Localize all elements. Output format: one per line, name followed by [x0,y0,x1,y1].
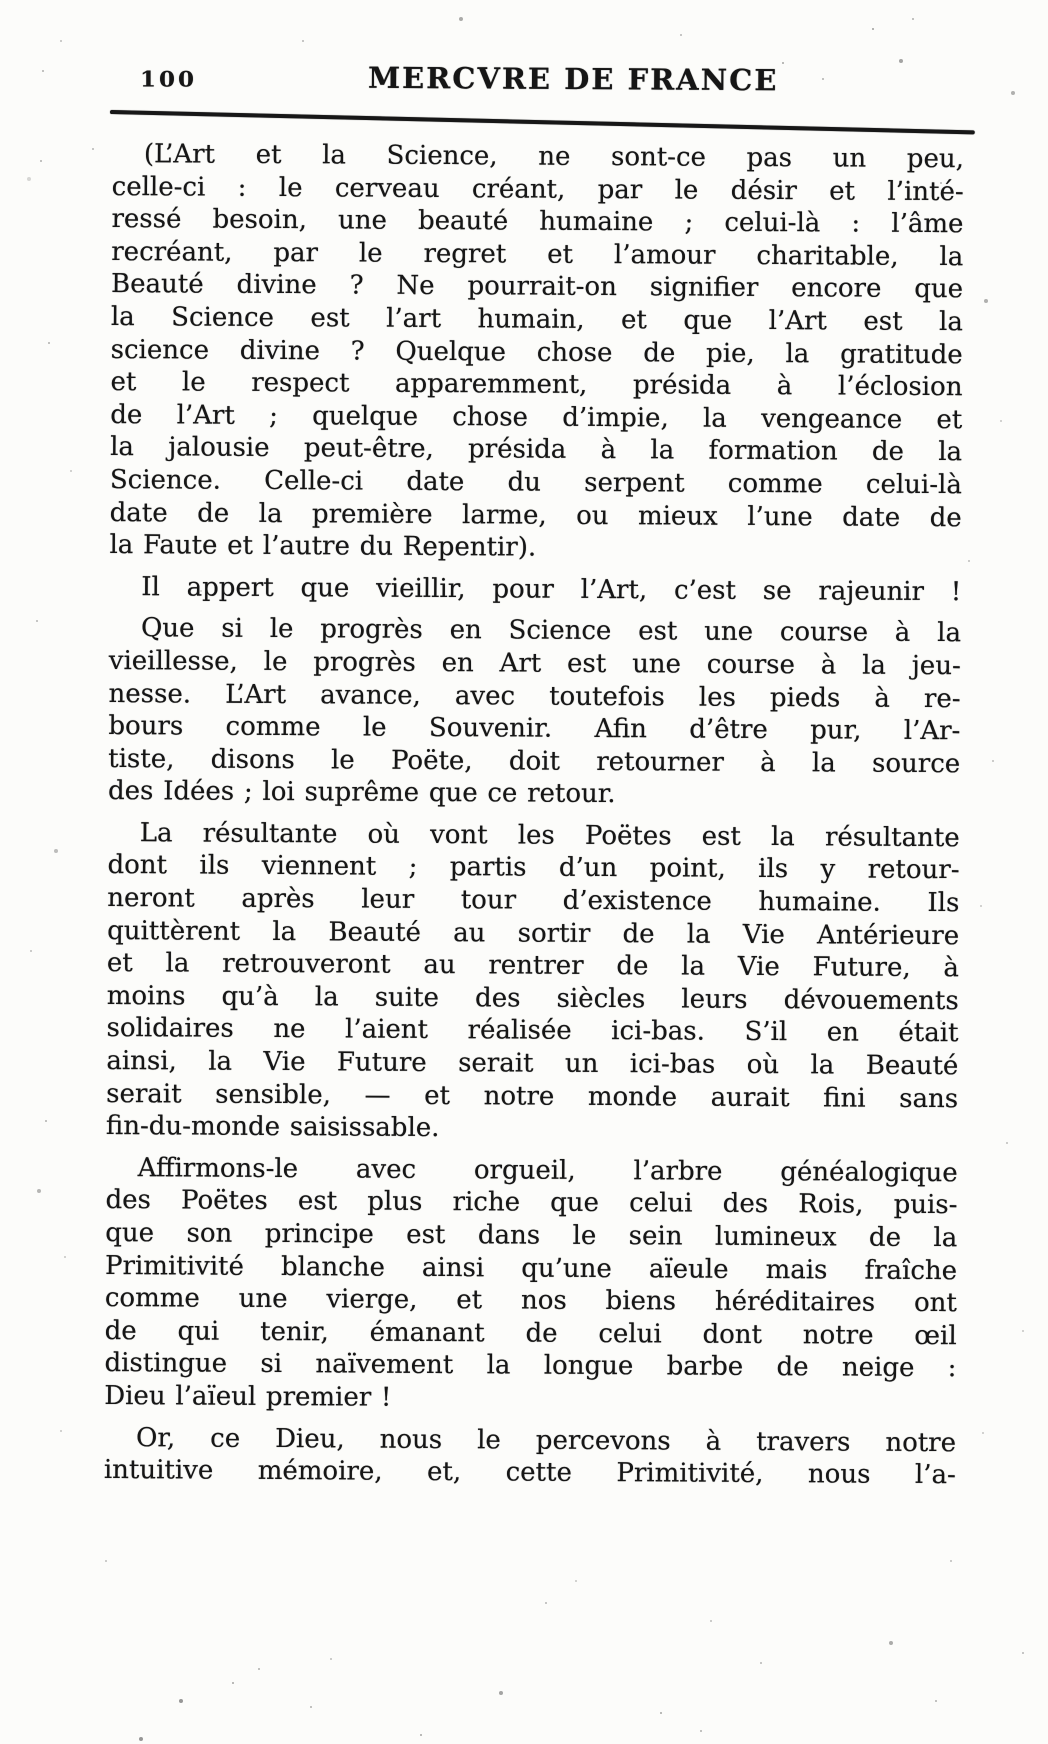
text-line: des Idées ; loi suprême que ce retour. [107,776,616,810]
text-line: La résultante où vont les Poëtes est la résultante [139,818,960,854]
text-line: vieillesse, le progrès en Art est une course à la jeu- [108,645,961,682]
text-line: ainsi, la Vie Future serait un ici-bas où la Beauté [106,1046,959,1082]
text-line: distingue si naïvement la longue barbe de neige : [104,1348,957,1384]
text-line: Primitivité blanche ainsi qu’une aïeule mais fraîche [105,1250,958,1286]
text-line: serait sensible, — et notre monde aurait fini sans [106,1078,959,1114]
paragraph [109,571,961,609]
text-line: Que si le progrès en Science est une course à la [140,613,962,649]
running-title: MERCVRE DE FRANCE [367,60,779,98]
text-line: de qui tenir, émanant de celui dont notre œil [104,1315,957,1351]
page-body [104,138,964,1492]
text-line: (L’Art et la Science, ne sont-ce pas un peu, [143,139,964,175]
text-line: des Poëtes est plus riche que celui des Rois, puis- [105,1185,958,1221]
text-line: comme une vierge, et nos biens héréditaires ont [104,1283,957,1319]
text-line: que son principe est dans le sein lumineux de la [105,1217,958,1254]
text-line: nesse. L’Art avance, avec toutefois les pieds à re- [108,678,961,714]
paragraph [106,817,960,1148]
paragraph [109,138,964,567]
text-line: bours comme le Souvenir. Afin d’être pur, l’Ar- [108,711,961,747]
page-number: 100 [140,67,198,92]
header-rule [110,110,975,134]
text-line: solidaires ne l’aient réalisée ici-bas. S’il en était [106,1013,959,1049]
text-line: la Faute et l’autre du Repentir). [109,530,537,563]
text-line: Or, ce Dieu, nous le percevons à travers notre [135,1422,957,1458]
paragraph [104,1422,956,1492]
text-line: Dieu l’aïeul premier ! [104,1380,392,1413]
text-line: la jalousie peut-être, présida à la formation de la [110,432,963,468]
text-line: et le respect apparemment, présida à l’éclosion [110,367,963,403]
text-line: neront après leur tour d’existence humaine. Ils [107,883,960,919]
paragraph [104,1152,958,1418]
paragraph [108,612,961,813]
scan-speck-pattern [0,0,2,2]
text-line: fin-du-monde saisissable. [105,1111,440,1144]
text-line: Il appert que vieillir, pour l’Art, c’est se rajeunir ! [141,571,962,607]
text-line: Affirmons-le avec orgueil, l’arbre généalogique [137,1152,958,1188]
text-line: et la retrouveront au rentrer de la Vie Future, à [106,948,960,984]
text-line: la Science est l’art humain, et que l’Art est la [110,301,963,338]
text-line: tiste, disons le Poëte, doit retourner à la source [108,743,961,779]
text-line: intuitive mémoire, et, cette Primitivité, nous l’a- [103,1455,956,1491]
text-line: Beauté divine ? Ne pourrait-on signifier encore que [111,269,964,305]
text-line: de l’Art ; quelque chose d’impie, la vengeance et [110,399,963,435]
text-line: dont ils viennent ; partis d’un point, ils y retour- [107,850,960,886]
text-line: date de la première larme, ou mieux l’une date de [109,497,962,533]
text-line: moins qu’à la suite des siècles leurs dévouements [106,980,959,1017]
text-line: celle-ci : le cerveau créant, par le désir et l’inté- [111,171,964,207]
text-line: Science. Celle-ci date du serpent comme celui-là [109,464,962,501]
text-line: quittèrent la Beauté au sortir de la Vie Antérieure [107,915,960,951]
text-line: recréant, par le regret et l’amour charitable, la [111,236,964,272]
text-line: science divine ? Quelque chose de pie, la gratitude [110,334,963,370]
text-line: ressé besoin, une beauté humaine ; celui-là : l’âme [111,204,964,240]
